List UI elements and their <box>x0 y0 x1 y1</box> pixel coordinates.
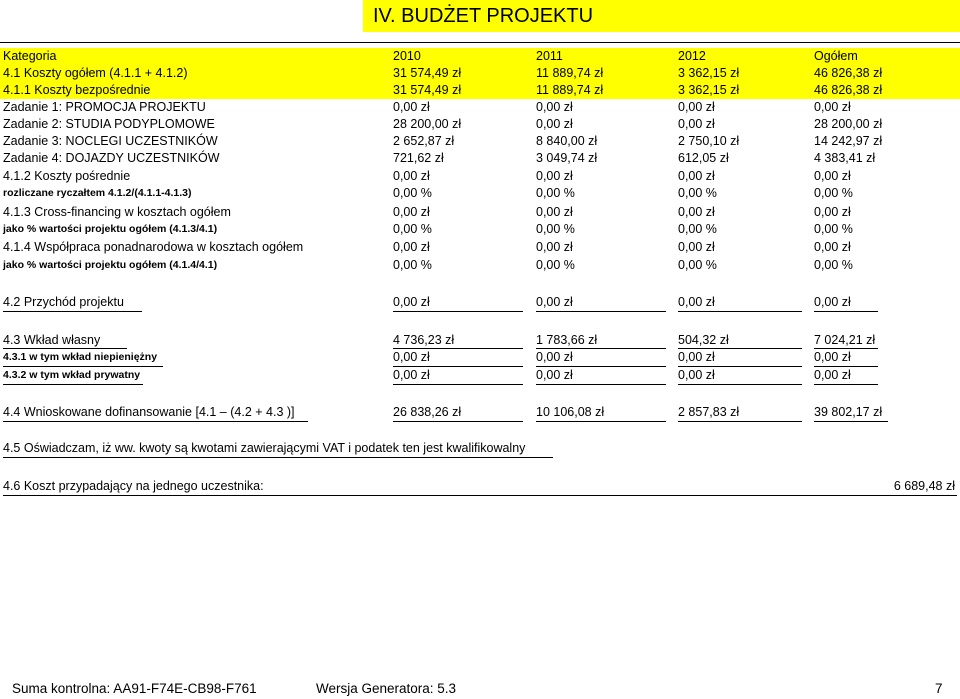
cell-2011: 0,00 zł <box>536 100 573 114</box>
cell-total: 4 383,41 zł <box>814 151 876 165</box>
row-label: 4.1.4 Współpraca ponadnarodowa w kosztach ogółem <box>3 240 304 254</box>
table-row <box>0 99 960 116</box>
table-row <box>0 65 960 82</box>
underline <box>3 311 142 312</box>
cell-2010: 0,00 % <box>393 258 432 272</box>
cell-2012: 0,00 zł <box>678 295 715 309</box>
cell-2011: 0,00 zł <box>536 295 573 309</box>
cell-total: 46 826,38 zł <box>814 66 883 80</box>
row-label: 4.1 Koszty ogółem (4.1.1 + 4.1.2) <box>3 66 188 80</box>
table-row <box>0 185 960 202</box>
cell-2010: 31 574,49 zł <box>393 66 462 80</box>
cell-total: 0,00 zł <box>814 295 851 309</box>
cell-2011: 3 049,74 zł <box>536 151 598 165</box>
underline <box>393 311 523 312</box>
cell-2010: 721,62 zł <box>393 151 444 165</box>
underline <box>3 384 143 385</box>
per-participant-label: 4.6 Koszt przypadający na jednego uczestnika: <box>3 479 264 493</box>
cell-2011: 11 889,74 zł <box>536 66 604 80</box>
cell-2011: 10 106,08 zł <box>536 405 605 419</box>
cell-2011: 0,00 zł <box>536 368 573 382</box>
table-row <box>0 294 960 311</box>
checksum: Suma kontrolna: AA91-F74E-CB98-F761 <box>12 681 257 696</box>
cell-total: 39 802,17 zł <box>814 405 883 419</box>
cell-2011: 0,00 % <box>536 222 575 236</box>
table-row <box>0 332 960 349</box>
cell-2010: 2 652,87 zł <box>393 134 455 148</box>
underline <box>3 421 308 422</box>
header-2010: 2010 <box>393 49 421 63</box>
underline <box>393 384 523 385</box>
table-header <box>0 48 960 65</box>
cell-2010: 0,00 zł <box>393 100 430 114</box>
cell-2011: 0,00 zł <box>536 117 573 131</box>
table-row <box>0 204 960 221</box>
per-participant-row <box>0 478 960 495</box>
underline <box>814 311 878 312</box>
row-label: Zadanie 1: PROMOCJA PROJEKTU <box>3 100 206 114</box>
cell-total: 0,00 % <box>814 222 853 236</box>
row-label: jako % wartości projektu ogółem (4.1.3/4.1) <box>3 223 218 235</box>
row-label: 4.4 Wnioskowane dofinansowanie [4.1 – (4.2 + 4.3 )] <box>3 405 295 419</box>
cell-total: 46 826,38 zł <box>814 83 883 97</box>
cell-2011: 0,00 zł <box>536 240 573 254</box>
cell-2012: 3 362,15 zł <box>678 66 740 80</box>
row-label: 4.3.2 w tym wkład prywatny <box>3 369 141 381</box>
underline <box>814 384 878 385</box>
cell-2010: 0,00 zł <box>393 240 430 254</box>
cell-2012: 0,00 % <box>678 258 717 272</box>
row-label: Zadanie 2: STUDIA PODYPLOMOWE <box>3 117 215 131</box>
cell-total: 0,00 % <box>814 258 853 272</box>
underline <box>3 457 553 458</box>
per-participant-value: 6 689,48 zł <box>893 479 955 493</box>
cell-2012: 0,00 % <box>678 186 717 200</box>
cell-2011: 8 840,00 zł <box>536 134 598 148</box>
table-row <box>0 116 960 133</box>
cell-2010: 28 200,00 zł <box>393 117 462 131</box>
table-row <box>0 150 960 167</box>
cell-total: 0,00 zł <box>814 205 851 219</box>
header-kategoria: Kategoria <box>3 49 57 63</box>
cell-2011: 11 889,74 zł <box>536 83 604 97</box>
cell-2011: 0,00 % <box>536 258 575 272</box>
cell-2011: 0,00 zł <box>536 169 573 183</box>
row-label: 4.2 Przychód projektu <box>3 295 124 309</box>
underline <box>536 421 666 422</box>
cell-total: 0,00 zł <box>814 350 851 364</box>
cell-2012: 0,00 zł <box>678 169 715 183</box>
underline <box>678 421 802 422</box>
cell-total: 0,00 % <box>814 186 853 200</box>
cell-2012: 2 857,83 zł <box>678 405 740 419</box>
cell-2012: 2 750,10 zł <box>678 134 740 148</box>
cell-2010: 4 736,23 zł <box>393 333 455 347</box>
cell-total: 0,00 zł <box>814 240 851 254</box>
row-label: 4.1.1 Koszty bezpośrednie <box>3 83 151 97</box>
cell-2011: 0,00 % <box>536 186 575 200</box>
cell-2011: 1 783,66 zł <box>536 333 598 347</box>
row-label: 4.1.2 Koszty pośrednie <box>3 169 131 183</box>
cell-total: 0,00 zł <box>814 368 851 382</box>
header-2012: 2012 <box>678 49 706 63</box>
cell-2012: 3 362,15 zł <box>678 83 740 97</box>
row-label: 4.3 Wkład własny <box>3 333 101 347</box>
underline <box>536 311 666 312</box>
header-ogolem: Ogółem <box>814 49 858 63</box>
table-row <box>0 82 960 99</box>
underline <box>393 421 523 422</box>
cell-2012: 612,05 zł <box>678 151 729 165</box>
table-row <box>0 168 960 185</box>
cell-2010: 0,00 zł <box>393 169 430 183</box>
generator-version: Wersja Generatora: 5.3 <box>316 681 457 696</box>
title-divider <box>0 42 960 43</box>
cell-2010: 0,00 zł <box>393 350 430 364</box>
underline <box>536 384 666 385</box>
underline <box>678 384 802 385</box>
cell-2011: 0,00 zł <box>536 205 573 219</box>
cell-total: 14 242,97 zł <box>814 134 883 148</box>
row-label: Zadanie 3: NOCLEGI UCZESTNIKÓW <box>3 134 218 148</box>
table-row <box>0 367 960 384</box>
cell-2012: 0,00 zł <box>678 368 715 382</box>
cell-2012: 0,00 % <box>678 222 717 236</box>
row-label: 4.3.1 w tym wkład niepieniężny <box>3 351 158 363</box>
header-2011: 2011 <box>536 49 563 63</box>
cell-2012: 0,00 zł <box>678 205 715 219</box>
table-row <box>0 133 960 150</box>
table-row <box>0 239 960 256</box>
cell-2010: 26 838,26 zł <box>393 405 462 419</box>
cell-2012: 0,00 zł <box>678 240 715 254</box>
row-label: 4.1.3 Cross-financing w kosztach ogółem <box>3 205 231 219</box>
underline <box>678 311 802 312</box>
cell-total: 0,00 zł <box>814 169 851 183</box>
cell-2012: 0,00 zł <box>678 117 715 131</box>
row-label: Zadanie 4: DOJAZDY UCZESTNIKÓW <box>3 151 220 165</box>
cell-2011: 0,00 zł <box>536 350 573 364</box>
cell-2012: 0,00 zł <box>678 100 715 114</box>
underline <box>3 495 957 496</box>
row-label: rozliczane ryczałtem 4.1.2/(4.1.1-4.1.3) <box>3 187 192 199</box>
section-title-text: IV. BUDŻET PROJEKTU <box>373 5 594 27</box>
cell-2010: 31 574,49 zł <box>393 83 462 97</box>
page-footer <box>0 679 960 699</box>
cell-total: 28 200,00 zł <box>814 117 883 131</box>
cell-2010: 0,00 % <box>393 222 432 236</box>
table-row <box>0 349 960 366</box>
table-row <box>0 404 960 421</box>
table-row <box>0 257 960 274</box>
cell-2012: 0,00 zł <box>678 350 715 364</box>
row-label: jako % wartości projektu ogółem (4.1.4/4.1) <box>3 259 218 271</box>
cell-2010: 0,00 zł <box>393 205 430 219</box>
cell-2012: 504,32 zł <box>678 333 729 347</box>
vat-statement: 4.5 Oświadczam, iż ww. kwoty są kwotami zawierającymi VAT i podatek ten jest kwalifikowalny <box>3 441 526 455</box>
page-number: 7 <box>935 681 943 696</box>
section-title <box>363 0 960 32</box>
vat-statement-row <box>0 440 960 457</box>
table-row <box>0 221 960 238</box>
cell-2010: 0,00 % <box>393 186 432 200</box>
cell-2010: 0,00 zł <box>393 368 430 382</box>
underline <box>814 421 888 422</box>
cell-total: 0,00 zł <box>814 100 851 114</box>
cell-2010: 0,00 zł <box>393 295 430 309</box>
cell-total: 7 024,21 zł <box>814 333 876 347</box>
